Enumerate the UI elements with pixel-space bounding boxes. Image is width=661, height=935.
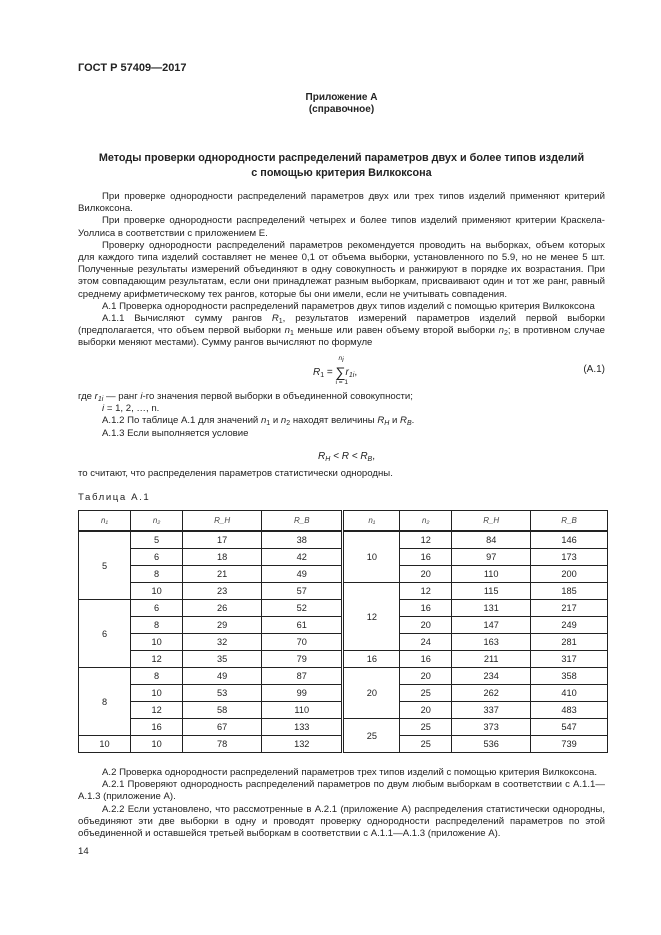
cell-n1: 8	[79, 668, 131, 736]
cell-rh: 21	[183, 566, 262, 583]
cell-rh: 23	[183, 583, 262, 600]
paragraph-a2-2: А.2.2 Если установлено, что рассмотренные в А.2.1 (приложение А) распределения статистически однородны, объединяют эти две выборки в одну и проводят проверку однородности распределений параметров по этой объединенной и оставшейся третьей выборкам в соответствии с А.1.1—А.1.3 (приложение А).	[78, 803, 605, 840]
cell-n2: 20	[400, 617, 452, 634]
cell-n2: 10	[131, 736, 183, 753]
formula-condition: $R_Н < R < R_В$,	[318, 451, 375, 463]
heading-line-2: с помощью критерия Вилкоксона	[251, 167, 432, 179]
paragraph-2: При проверке однородности распределений четырех и более типов изделий применяют критерии Краскела-Уоллиса в соответствии с приложением Е.	[78, 215, 605, 239]
cell-rb: 49	[262, 566, 343, 583]
cell-n1: 10	[79, 736, 131, 753]
cell-rb: 87	[262, 668, 343, 685]
cell-n1: 12	[343, 583, 400, 651]
cell-n2: 8	[131, 566, 183, 583]
paragraph-a1: А.1 Проверка однородности распределений параметров двух типов изделий с помощью критерия Вилкоксона	[102, 300, 595, 312]
cell-rh: 17	[183, 531, 262, 549]
appendix-subtitle: (справочное)	[308, 104, 375, 115]
i-range: i = 1, 2, …, n.	[102, 403, 160, 415]
appendix-title: Приложение А	[305, 92, 378, 103]
cell-n2: 24	[400, 634, 452, 651]
cell-n2: 20	[400, 668, 452, 685]
cell-rh: 49	[183, 668, 262, 685]
cell-n2: 8	[131, 668, 183, 685]
sum-sign: ∑ $n_i$ i = 1	[335, 355, 349, 386]
cell-n2: 25	[400, 736, 452, 753]
col-n1: n₁	[79, 511, 131, 532]
cell-n2: 12	[400, 531, 452, 549]
cell-n2: 12	[131, 702, 183, 719]
cell-rh: 29	[183, 617, 262, 634]
where-clause: где $r_{1i}$ — ранг i-го значения первой выборки в объединенной совокупности;	[78, 391, 413, 403]
cell-rh: 234	[452, 668, 531, 685]
cell-rb: 410	[531, 685, 608, 702]
table-header-row	[79, 511, 608, 532]
cell-rh: 373	[452, 719, 531, 736]
cell-rb: 38	[262, 531, 343, 549]
table-caption: Таблица А.1	[78, 492, 151, 503]
cell-rb: 317	[531, 651, 608, 668]
col-rb-right: R_В	[531, 511, 608, 532]
cell-rb: 217	[531, 600, 608, 617]
cell-n2: 10	[131, 685, 183, 702]
col-n2-right: n₂	[400, 511, 452, 532]
cell-rb: 358	[531, 668, 608, 685]
section-heading	[78, 151, 605, 181]
table-row	[79, 668, 608, 685]
paragraph-1: При проверке однородности распределений параметров двух или трех типов изделий применяют критерий Вилкоксона.	[78, 191, 605, 215]
cell-n2: 16	[400, 651, 452, 668]
cell-rh: 262	[452, 685, 531, 702]
cell-rb: 281	[531, 634, 608, 651]
cell-n2: 10	[131, 634, 183, 651]
body-text-top	[78, 191, 605, 350]
cell-rb: 61	[262, 617, 343, 634]
cell-rb: 42	[262, 549, 343, 566]
cell-n2: 6	[131, 549, 183, 566]
cell-rb: 79	[262, 651, 343, 668]
paragraph-a1-3: А.1.3 Если выполняется условие	[102, 427, 249, 439]
cell-rh: 131	[452, 600, 531, 617]
table-row	[79, 583, 608, 600]
cell-rh: 35	[183, 651, 262, 668]
cell-rh: 337	[452, 702, 531, 719]
cell-rb: 99	[262, 685, 343, 702]
cell-n2: 5	[131, 531, 183, 549]
cell-rh: 536	[452, 736, 531, 753]
cell-n1: 5	[79, 531, 131, 600]
col-n1-right: n₁	[343, 511, 400, 532]
cell-rh: 147	[452, 617, 531, 634]
table-body	[79, 531, 608, 753]
cell-n2: 16	[400, 549, 452, 566]
cell-rh: 26	[183, 600, 262, 617]
cell-n1: 6	[79, 600, 131, 668]
cell-n2: 6	[131, 600, 183, 617]
paragraph-a2-1: А.2.1 Проверяют однородность распределений параметров по двум любым выборкам в соответствии с А.1.1—А.1.3 (приложение А).	[78, 779, 605, 803]
cell-rb: 132	[262, 736, 343, 753]
cell-rb: 185	[531, 583, 608, 600]
cell-n1: 16	[343, 651, 400, 668]
cell-rh: 115	[452, 583, 531, 600]
cell-rb: 110	[262, 702, 343, 719]
table-row	[79, 531, 608, 549]
heading-line-1: Методы проверки однородности распределений параметров двух и более типов изделий	[98, 152, 585, 164]
cell-rb: 547	[531, 719, 608, 736]
cell-rh: 211	[452, 651, 531, 668]
cell-rb: 146	[531, 531, 608, 549]
body-text-mid	[78, 391, 605, 440]
cell-rh: 53	[183, 685, 262, 702]
cell-n2: 12	[131, 651, 183, 668]
cell-rb: 249	[531, 617, 608, 634]
cell-rh: 84	[452, 531, 531, 549]
cell-rb: 70	[262, 634, 343, 651]
col-rh: R_Н	[183, 511, 262, 532]
table-row	[79, 651, 608, 668]
cell-n2: 10	[131, 583, 183, 600]
conclusion-text: то считают, что распределения параметров статистически однородны.	[78, 468, 393, 479]
col-rh-right: R_Н	[452, 511, 531, 532]
cell-rb: 133	[262, 719, 343, 736]
wilcoxon-table	[78, 510, 608, 753]
cell-n2: 12	[400, 583, 452, 600]
cell-rh: 67	[183, 719, 262, 736]
cell-rh: 110	[452, 566, 531, 583]
cell-rh: 58	[183, 702, 262, 719]
cell-rh: 32	[183, 634, 262, 651]
table-row	[79, 719, 608, 736]
page-number: 14	[78, 846, 89, 857]
cell-rh: 97	[452, 549, 531, 566]
col-n2: n₂	[131, 511, 183, 532]
cell-rb: 739	[531, 736, 608, 753]
cell-n2: 20	[400, 566, 452, 583]
paragraph-a1-1: А.1.1 Вычисляют сумму рангов $R_1$, результатов измерений параметров изделий первой выборки (предполагается, что объем первой выборки $n_1$ меньше или равен объему второй выборки $n_2$; в противном случае выборки меняют местами). Сумму рангов вычисляют по формуле	[78, 313, 606, 349]
cell-n2: 16	[131, 719, 183, 736]
cell-rb: 173	[531, 549, 608, 566]
cell-n2: 25	[400, 685, 452, 702]
cell-n1: 10	[343, 531, 400, 583]
paragraph-a2: А.2 Проверка однородности распределений параметров трех типов изделий с помощью критерия Вилкоксона.	[102, 767, 598, 778]
body-text-bottom	[78, 767, 605, 840]
cell-n1: 20	[343, 668, 400, 719]
cell-n2: 25	[400, 719, 452, 736]
standard-number: ГОСТ Р 57409—2017	[78, 62, 187, 74]
paragraph-a1-2: А.1.2 По таблице А.1 для значений $n_1$ и $n_2$ находят величины $R_Н$ и $R_В$.	[102, 415, 415, 428]
cell-n2: 8	[131, 617, 183, 634]
cell-rh: 78	[183, 736, 262, 753]
equation-number: (А.1)	[583, 364, 605, 375]
cell-rb: 200	[531, 566, 608, 583]
cell-rb: 483	[531, 702, 608, 719]
cell-n2: 20	[400, 702, 452, 719]
paragraph-3: Проверку однородности распределений параметров рекомендуется проводить на выборках, объем которых для каждого типа изделий составляет не менее 0,1 от объема выборки, установленного по 5.9, но не менее 5 шт. Полученные результаты измерений объединяют в одну совокупность и ранжируют в порядке их возрастания. При этом совпадающим результатам, если они принадлежат разным выборкам, присваивают один и тот же ранг, равный среднему арифметическому тех рангов, которые бы они имели, если не учитывать совпадения.	[78, 239, 605, 300]
cell-n2: 16	[400, 600, 452, 617]
cell-rh: 18	[183, 549, 262, 566]
formula-a1: $R_1$ = ∑ $n_i$ i = 1 $r_{1i}$,	[313, 355, 358, 386]
cell-rb: 52	[262, 600, 343, 617]
cell-n1: 25	[343, 719, 400, 753]
cell-rh: 163	[452, 634, 531, 651]
col-rb: R_В	[262, 511, 343, 532]
cell-rb: 57	[262, 583, 343, 600]
